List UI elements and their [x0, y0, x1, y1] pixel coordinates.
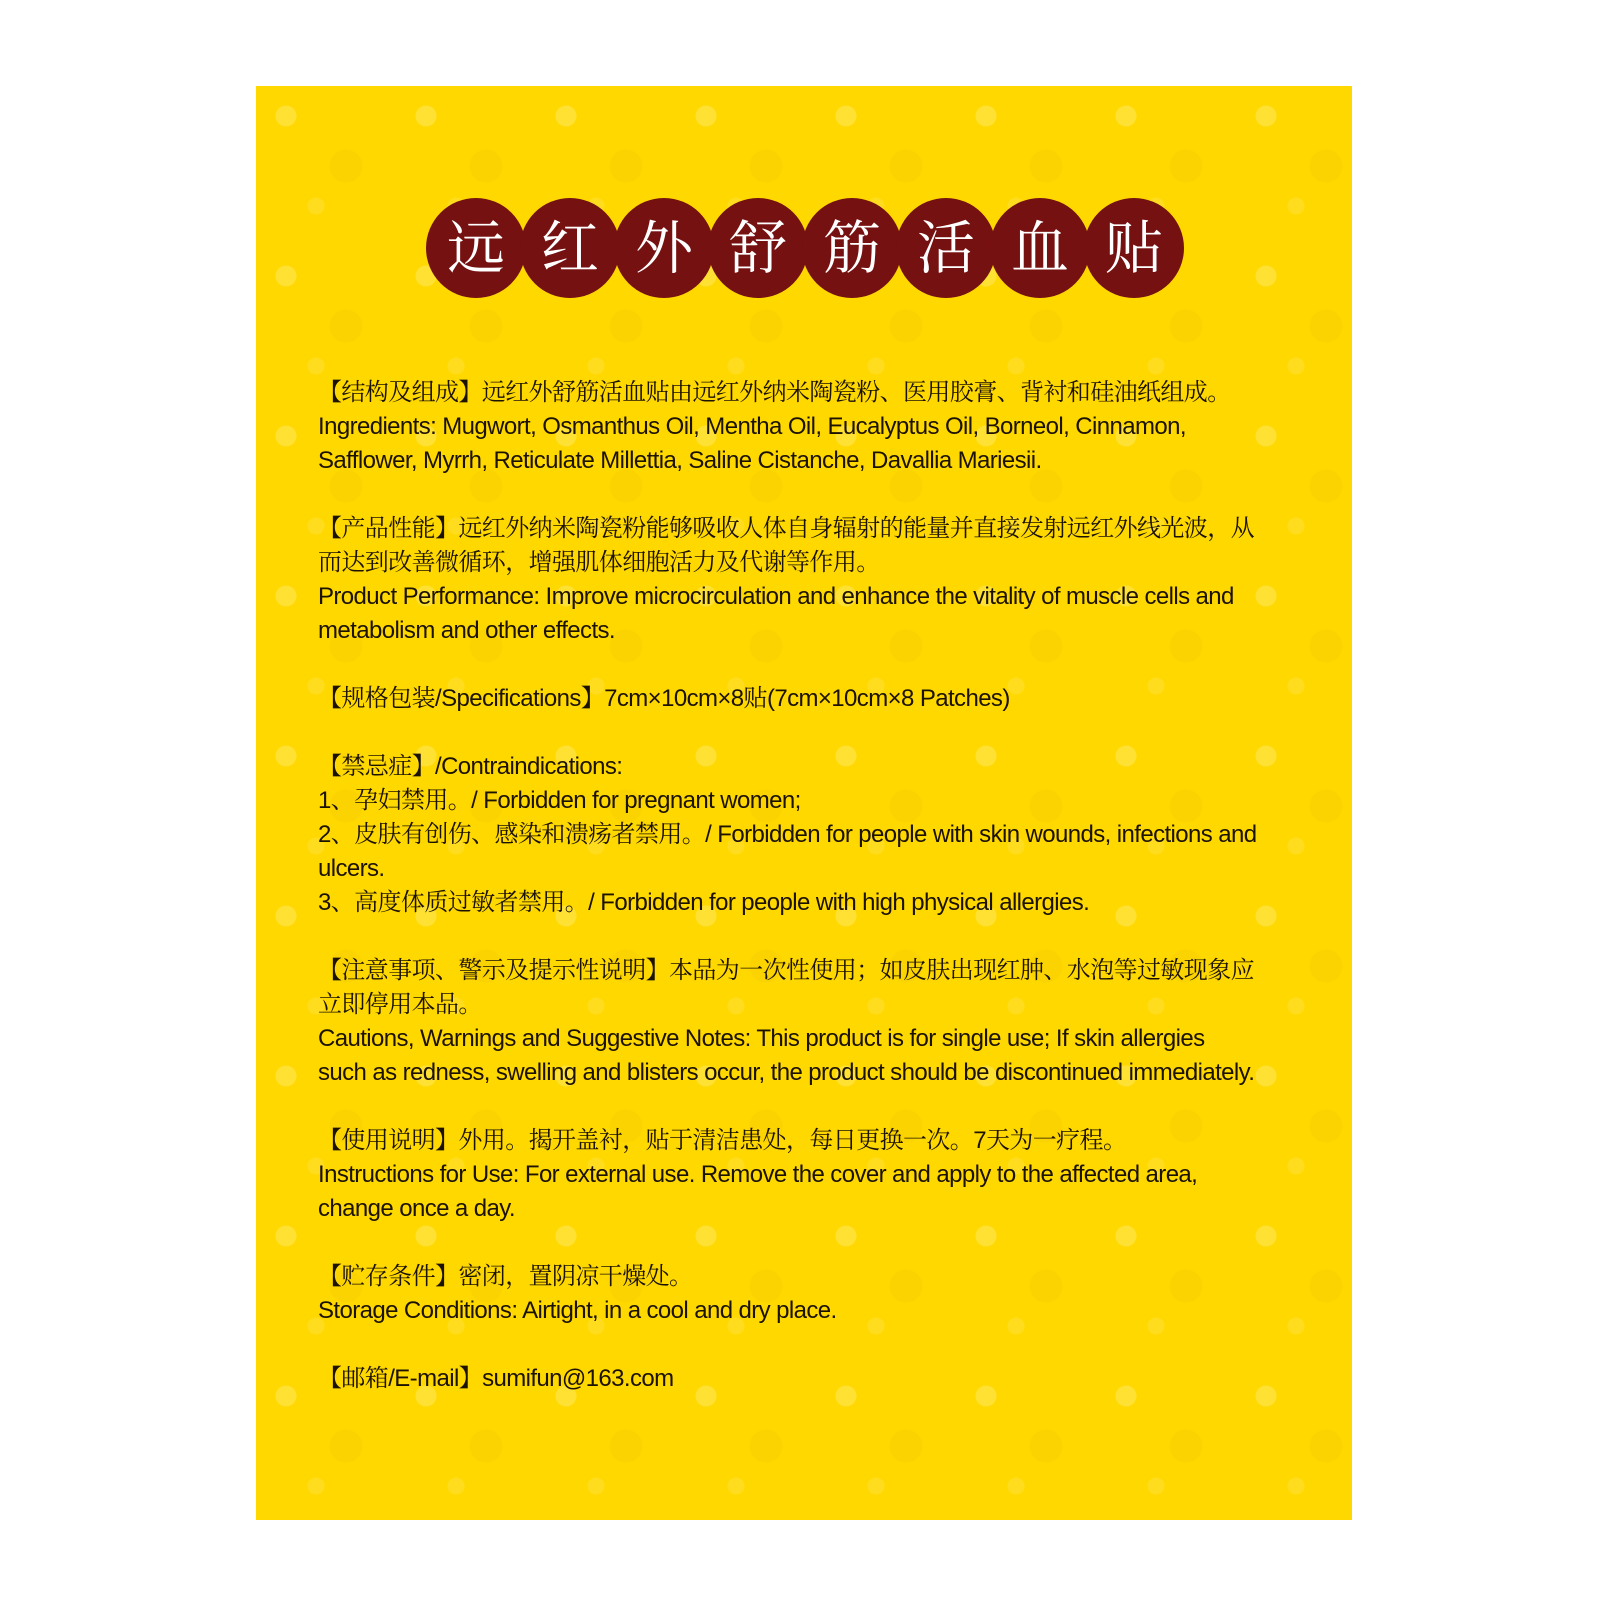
email-line: 【邮箱/E-mail】sumifun@163.com	[318, 1365, 674, 1392]
cautions-zh-line-2: 立即停用本品。	[318, 991, 482, 1018]
performance-zh-line-2: 而达到改善微循环，增强肌体细胞活力及代谢等作用。	[318, 549, 880, 576]
specifications-line: 【规格包装/Specifications】7cm×10cm×8贴(7cm×10cm×8 Patches)	[318, 685, 1010, 712]
instructions-section	[318, 1124, 1338, 1226]
storage-zh: 【贮存条件】密闭，置阴凉干燥处。	[318, 1263, 693, 1290]
email-section	[318, 1362, 1338, 1396]
instructions-en-line-2: change once a day.	[318, 1195, 515, 1222]
contraindications-heading: 【禁忌症】/Contraindications:	[318, 753, 623, 780]
product-title	[426, 198, 1186, 298]
product-info-panel	[256, 86, 1352, 1520]
instructions-zh: 【使用说明】外用。揭开盖衬，贴于清洁患处，每日更换一次。7天为一疗程。	[318, 1127, 1127, 1154]
contraindication-item-2: 2、皮肤有创伤、感染和溃疡者禁用。/ Forbidden for people with skin wounds, infections and	[318, 821, 1257, 848]
instructions-en-line-1: Instructions for Use: For external use. Remove the cover and apply to the affected area,	[318, 1161, 1198, 1188]
composition-section	[318, 376, 1338, 478]
cautions-zh-line-1: 【注意事项、警示及提示性说明】本品为一次性使用；如皮肤出现红肿、水泡等过敏现象应	[318, 957, 1254, 984]
ingredients-line-1: Ingredients: Mugwort, Osmanthus Oil, Mentha Oil, Eucalyptus Oil, Borneol, Cinnamon,	[318, 413, 1186, 440]
cautions-en-line-1: Cautions, Warnings and Suggestive Notes: This product is for single use; If skin allergies	[318, 1025, 1205, 1052]
title-char-7: 血	[990, 198, 1090, 298]
cautions-section	[318, 954, 1338, 1090]
contraindication-item-1: 1、孕妇禁用。/ Forbidden for pregnant women;	[318, 787, 801, 814]
ingredients-line-2: Safflower, Myrrh, Reticulate Millettia, Saline Cistanche, Davallia Mariesii.	[318, 447, 1042, 474]
contraindications-section	[318, 750, 1338, 920]
title-char-6: 活	[896, 198, 996, 298]
product-details	[318, 376, 1338, 1430]
title-char-5: 筋	[802, 198, 902, 298]
performance-en-line-2: metabolism and other effects.	[318, 617, 615, 644]
storage-section	[318, 1260, 1338, 1328]
performance-zh-line-1: 【产品性能】远红外纳米陶瓷粉能够吸收人体自身辐射的能量并直接发射远红外线光波，从	[318, 515, 1254, 542]
contraindication-item-2-cont: ulcers.	[318, 855, 385, 882]
title-char-8: 贴	[1084, 198, 1184, 298]
composition-zh: 【结构及组成】远红外舒筋活血贴由远红外纳米陶瓷粉、医用胶膏、背衬和硅油纸组成。	[318, 379, 1231, 406]
cautions-en-line-2: such as redness, swelling and blisters occur, the product should be discontinued immediately.	[318, 1059, 1255, 1086]
contraindication-item-3: 3、高度体质过敏者禁用。/ Forbidden for people with high physical allergies.	[318, 889, 1090, 916]
title-char-2: 红	[520, 198, 620, 298]
title-char-1: 远	[426, 198, 526, 298]
title-char-3: 外	[614, 198, 714, 298]
storage-en: Storage Conditions: Airtight, in a cool and dry place.	[318, 1297, 837, 1324]
specifications-section	[318, 682, 1338, 716]
title-char-4: 舒	[708, 198, 808, 298]
performance-section	[318, 512, 1338, 648]
performance-en-line-1: Product Performance: Improve microcirculation and enhance the vitality of muscle cells and	[318, 583, 1234, 610]
